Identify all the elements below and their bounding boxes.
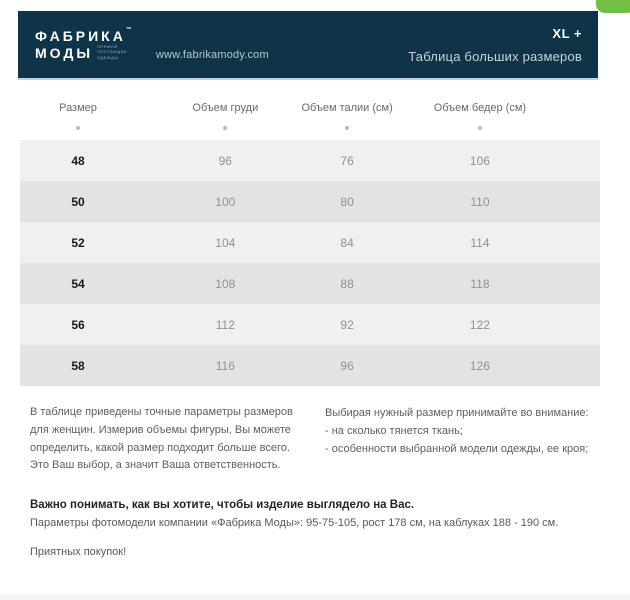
hips-cell: 110 — [470, 194, 490, 209]
chest-cell: 100 — [215, 194, 236, 209]
size-cell: 48 — [71, 153, 85, 168]
logo-line-2 — [35, 44, 132, 61]
note-right-intro: Выбирая нужный размер принимайте во внимание: — [325, 407, 589, 419]
chest-cell: 112 — [215, 317, 235, 332]
chest-cell: 96 — [218, 153, 232, 168]
logo-line-1 — [35, 28, 132, 44]
size-cell: 56 — [71, 317, 85, 332]
logo-text-mody: МОДЫ — [35, 44, 94, 61]
hips-cell: 126 — [469, 358, 490, 373]
header-dot-icon — [223, 126, 227, 130]
corner-badge — [596, 0, 630, 13]
waist-cell: 76 — [340, 153, 354, 168]
tagline-line: ПРЯМОЙ — [97, 44, 118, 50]
waist-cell: 84 — [340, 235, 354, 250]
note-right-item: - особенности выбранной модели одежды, ее кроя; — [325, 443, 589, 456]
header-bar — [18, 11, 598, 80]
table-row — [20, 304, 600, 345]
footer-important-note: Важно понимать, как вы хотите, чтобы изделие выглядело на Вас. — [30, 499, 415, 511]
table-row — [20, 140, 600, 181]
header-dot-icon — [345, 126, 349, 130]
chest-cell: 108 — [215, 276, 236, 291]
column-header-hips: Объем бедер (см) — [433, 102, 527, 114]
hips-cell: 122 — [469, 317, 490, 332]
logo-text-fabrika: ФАБРИКА — [35, 28, 126, 45]
size-category-label: XL + — [552, 25, 582, 41]
note-right-item: - на сколько тянется ткань; — [325, 425, 463, 438]
hips-cell: 106 — [469, 153, 490, 168]
size-cell: 50 — [71, 194, 85, 209]
waist-cell: 80 — [340, 194, 354, 209]
tagline-line: ОДЕЖДЫ — [97, 54, 119, 60]
table-row — [20, 222, 600, 263]
table-header-row — [20, 95, 600, 140]
size-table — [20, 140, 600, 386]
trademark-symbol: ™ — [125, 27, 132, 34]
waist-cell: 88 — [340, 276, 354, 291]
waist-cell: 92 — [340, 317, 354, 332]
size-cell: 54 — [71, 276, 85, 291]
note-right-block — [325, 404, 600, 458]
header-dot-icon — [76, 126, 80, 130]
table-row — [20, 345, 600, 386]
footer-model-params: Параметры фотомодели компании «Фабрика Моды»: 95-75-105, рост 178 см, на каблуках 188 - 190 см. — [30, 517, 559, 529]
brand-logo — [35, 28, 132, 61]
size-cell: 52 — [71, 235, 85, 250]
column-header-size: Размер — [59, 102, 97, 114]
waist-cell: 96 — [340, 358, 354, 373]
chest-cell: 104 — [215, 235, 236, 250]
header-dot-icon — [478, 126, 482, 130]
bottom-strip — [0, 594, 630, 600]
column-header-waist: Объем талии (см) — [301, 102, 393, 114]
table-row — [20, 181, 600, 222]
hips-cell: 114 — [470, 235, 490, 250]
column-header-chest: Объем груди — [192, 102, 259, 114]
footer-section — [30, 499, 610, 558]
table-subtitle: Таблица больших размеров — [408, 48, 582, 64]
hips-cell: 118 — [470, 276, 490, 291]
header-right — [408, 26, 582, 64]
chest-cell: 116 — [215, 358, 235, 373]
table-row — [20, 263, 600, 304]
size-cell: 58 — [71, 358, 85, 373]
tagline-line: ПОСТАВЩИК — [97, 49, 127, 55]
notes-section — [30, 404, 605, 475]
footer-closing: Приятных покупок! — [30, 546, 127, 558]
website-link[interactable]: www.fabrikamody.com — [155, 48, 269, 61]
logo-tagline — [97, 44, 127, 60]
note-left-paragraph: В таблице приведены точные параметры размеров для женщин. Измерив объемы фигуры, Вы можете определить, какой размер подходит больше всего. Это Ваш выбор, а значит Ваша ответственность. — [30, 406, 293, 472]
